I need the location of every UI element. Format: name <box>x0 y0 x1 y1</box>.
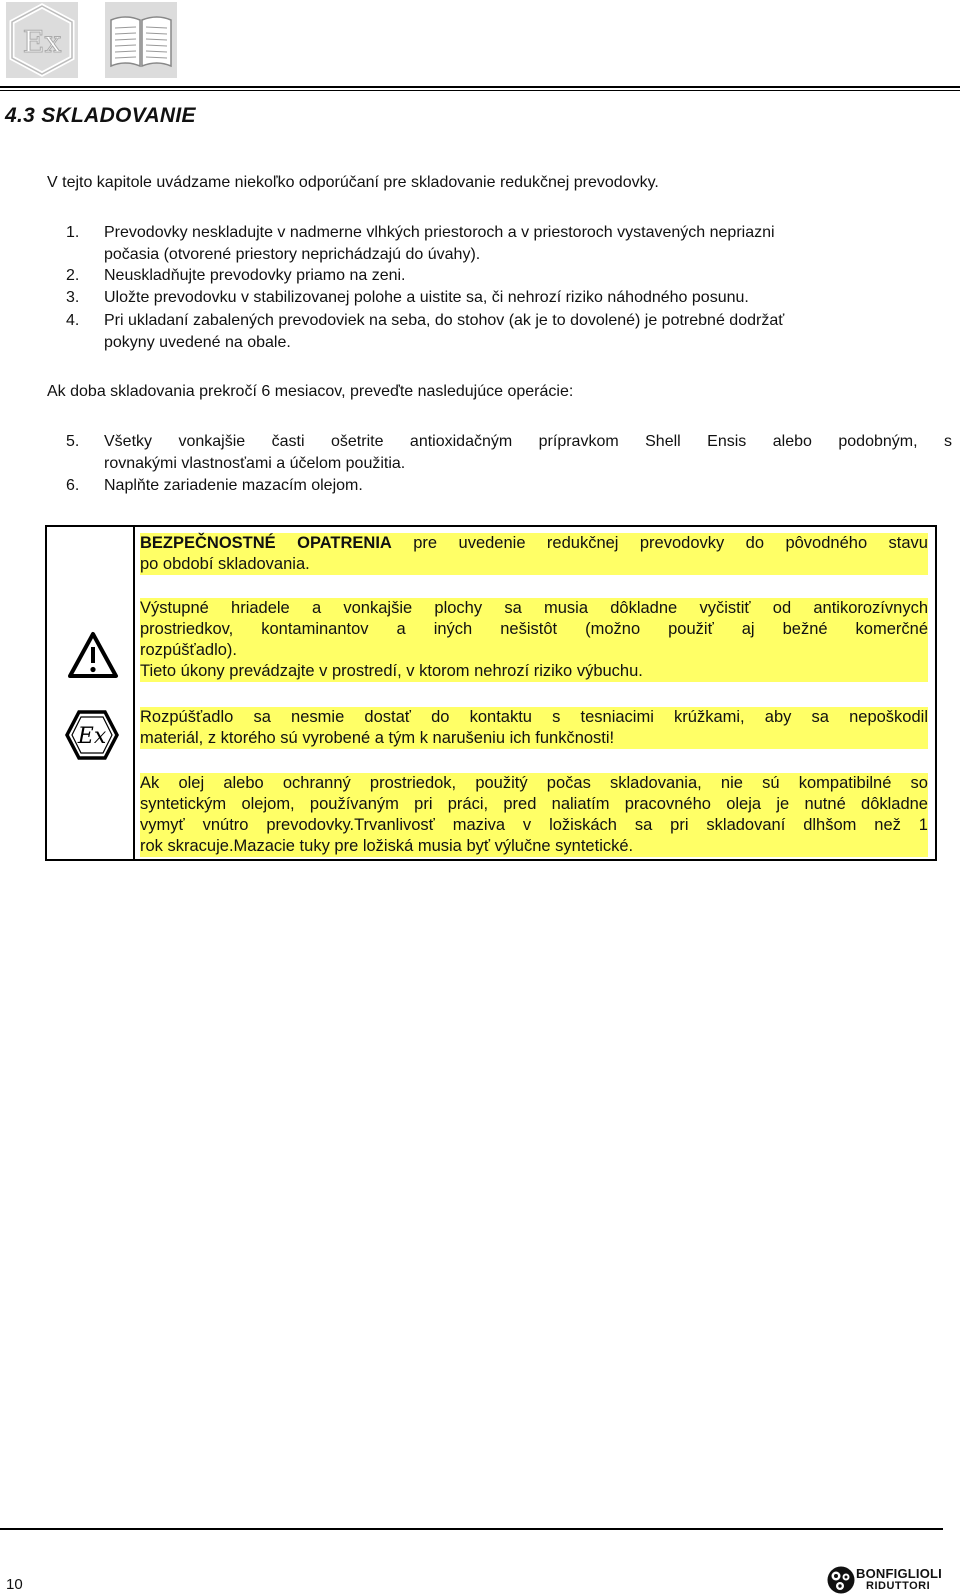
list-text <box>104 310 952 354</box>
safety-line: Výstupné hriadele a vonkajšie plochy sa musia dôkladne vyčistiť od antikorozívnych <box>140 599 928 617</box>
safety-paragraph <box>140 598 928 682</box>
ex-mark-icon <box>6 2 78 78</box>
section-title: 4.3 SKLADOVANIE <box>5 104 196 127</box>
bonfiglioli-gears-icon <box>826 1565 856 1595</box>
page-number: 10 <box>6 1576 23 1593</box>
list-text: Naplňte zariadenie mazacím olejom. <box>104 477 363 494</box>
safety-line: Rozpúšťadlo sa nesmie dostať do kontaktu s tesniacimi krúžkami, aby sa nepoškodil <box>140 708 928 726</box>
list-line: pokyny uvedené na obale. <box>104 334 291 351</box>
list-line: Všetky vonkajšie časti ošetrite antioxidačným prípravkom Shell Ensis alebo podobným, s <box>104 433 952 450</box>
safety-heading <box>140 533 928 575</box>
long-storage-text: Ak doba skladovania prekročí 6 mesiacov, preveďte nasledujúce operácie: <box>47 383 574 400</box>
list-text: Neuskladňujte prevodovky priamo na zeni. <box>104 267 406 284</box>
list-number: 4. <box>66 312 80 329</box>
list-line: Pri ukladaní zabalených prevodoviek na seba, do stohov (ak je to dovolené) je potrebné dodržať <box>104 312 785 329</box>
ex-hexagon-icon <box>64 709 120 761</box>
safety-box <box>45 525 937 861</box>
safety-heading-bold: BEZPEČNOSTNÉ OPATRENIA <box>140 534 392 552</box>
list-line: rovnakými vlastnosťami a účelom použitia. <box>104 455 406 472</box>
list-item <box>66 265 952 287</box>
list-line: Prevodovky neskladujte v nadmerne vlhkých priestoroch a v priestoroch vystavených nepriazni <box>104 224 775 241</box>
list-number: 5. <box>66 433 80 450</box>
list-line: počasia (otvorené priestory neprichádzajú do úvahy). <box>104 246 481 263</box>
safety-line: materiál, z ktorého sú vyrobené a tým k narušeniu ich funkčnosti! <box>140 729 615 747</box>
list-number: 1. <box>66 224 80 241</box>
brand-logo <box>826 1565 944 1595</box>
safety-line: Tieto úkony prevádzajte v prostredí, v ktorom nehrozí riziko výbuchu. <box>140 662 643 680</box>
safety-text-column <box>135 527 935 859</box>
safety-paragraph <box>140 773 928 857</box>
footer-rule <box>0 1528 943 1530</box>
header-rule-thin <box>0 90 960 91</box>
safety-heading-rest: pre uvedenie redukčnej prevodovky do pôvodného stavu <box>391 534 928 552</box>
list-item <box>66 287 952 309</box>
safety-icon-column <box>47 527 135 859</box>
safety-line: prostriedkov, kontaminantov a iných nešistôt (možno použiť aj bežné komerčné <box>140 620 928 638</box>
svg-text:Ex: Ex <box>77 724 107 749</box>
open-book-icon <box>105 2 177 78</box>
safety-line: vymyť vnútro prevodovky.Trvanlivosť maziva v ložiskách sa pri skladovaní dlhšom než 1 <box>140 816 928 834</box>
list-number: 6. <box>66 477 80 494</box>
brand-subtitle: RIDUTTORI <box>866 1580 931 1592</box>
safety-line: rok skracuje.Mazacie tuky pre ložiská musia byť výlučne syntetické. <box>140 837 634 855</box>
list-item <box>66 475 952 497</box>
list-number: 2. <box>66 267 80 284</box>
brand-name: BONFIGLIOLI <box>856 1566 942 1581</box>
intro-text: V tejto kapitole uvádzame niekoľko odporúčaní pre skladovanie redukčnej prevodovky. <box>47 174 659 191</box>
list-item <box>66 222 952 266</box>
svg-text:Ex: Ex <box>22 25 62 60</box>
safety-paragraph <box>140 707 928 749</box>
header-rule <box>0 86 960 88</box>
list-text: Uložte prevodovku v stabilizovanej polohe a uistite sa, či nehrozí riziko náhodného posunu. <box>104 289 749 306</box>
safety-line: Ak olej alebo ochranný prostriedok, použitý počas skladovania, nie sú kompatibilné so <box>140 774 928 792</box>
safety-line: rozpúšťadlo). <box>140 641 237 659</box>
list-item <box>66 310 952 354</box>
warning-triangle-icon <box>67 631 119 679</box>
safety-heading-line <box>140 533 928 554</box>
list-item <box>66 431 952 475</box>
list-text <box>104 431 952 475</box>
list-text <box>104 222 952 266</box>
safety-line: syntetickým olejom, používaným pri práci, pred naliatím pracovného oleja je nutné dôkladne <box>140 795 928 813</box>
list-number: 3. <box>66 289 80 306</box>
safety-heading-line: po období skladovania. <box>140 555 310 573</box>
